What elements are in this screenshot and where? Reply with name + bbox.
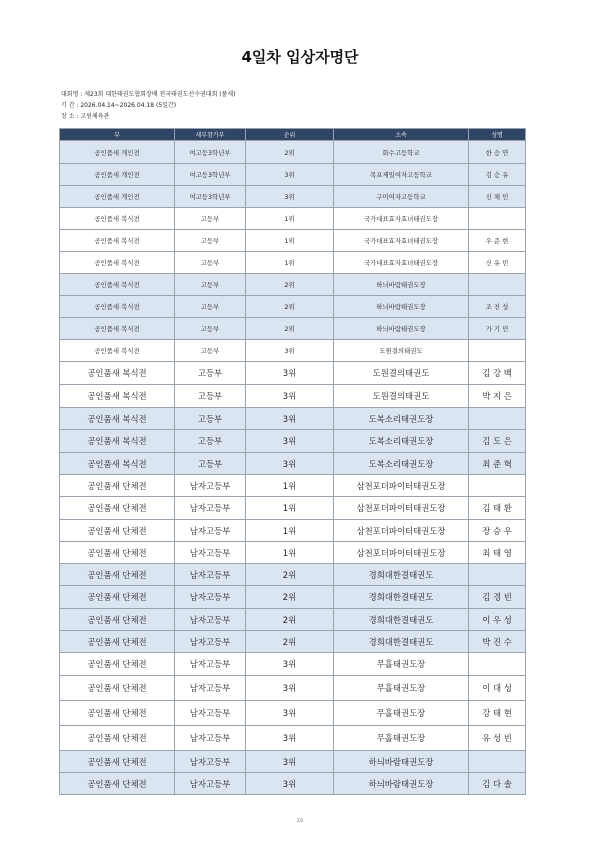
cell-rank: 2위 [246, 586, 334, 609]
cell-name: 가 기 민 [469, 318, 526, 340]
cell-division: 공인품새 복식전 [60, 318, 175, 340]
cell-name: 김 태 환 [469, 497, 526, 520]
cell-category: 남자고등부 [175, 676, 246, 701]
cell-division: 공인품새 복식전 [60, 385, 175, 408]
cell-category: 남자고등부 [175, 631, 246, 653]
cell-team: 무흘태권도장 [334, 653, 469, 676]
cell-rank: 3위 [246, 773, 334, 795]
cell-rank: 3위 [246, 340, 334, 362]
cell-team: 경희대한결태권도 [334, 631, 469, 653]
cell-rank: 3위 [246, 430, 334, 453]
cell-rank: 1위 [246, 208, 334, 230]
cell-rank: 1위 [246, 475, 334, 497]
table-row [60, 653, 526, 676]
cell-category: 고등부 [175, 252, 246, 274]
header-division: 부 [60, 129, 175, 141]
cell-rank: 1위 [246, 542, 334, 564]
cell-rank: 2위 [246, 274, 334, 296]
cell-name: 김 도 은 [469, 430, 526, 453]
cell-division: 공인품새 단체전 [60, 542, 175, 564]
cell-division: 공인품새 단체전 [60, 586, 175, 609]
cell-name: 유 성 빈 [469, 726, 526, 751]
table-row [60, 230, 526, 252]
cell-division: 공인품새 복식전 [60, 362, 175, 385]
cell-rank: 2위 [246, 564, 334, 586]
cell-rank: 3위 [246, 751, 334, 773]
page-number: 2/3 [296, 818, 304, 823]
cell-team: 국가대표효자효녀태권도장 [334, 252, 469, 274]
cell-category: 남자고등부 [175, 564, 246, 586]
table-row [60, 208, 526, 230]
table-row [60, 141, 526, 164]
table-row [60, 430, 526, 453]
table-row [60, 676, 526, 701]
cell-rank: 3위 [246, 726, 334, 751]
cell-category: 고등부 [175, 340, 246, 362]
cell-division: 공인품새 복식전 [60, 252, 175, 274]
cell-category: 남자고등부 [175, 586, 246, 609]
cell-category: 남자고등부 [175, 609, 246, 631]
cell-rank: 1위 [246, 252, 334, 274]
cell-team: 삼천포더파이터태권도장 [334, 497, 469, 520]
cell-name [469, 751, 526, 773]
cell-category: 남자고등부 [175, 497, 246, 520]
cell-name: 김 강 백 [469, 362, 526, 385]
table-row [60, 453, 526, 475]
event-venue: 장 소 : 고원체육관 [61, 113, 110, 120]
cell-rank: 2위 [246, 318, 334, 340]
cell-division: 공인품새 단체전 [60, 497, 175, 520]
cell-category: 고등부 [175, 430, 246, 453]
cell-team: 경희대한결태권도 [334, 586, 469, 609]
header-rank: 순위 [246, 129, 334, 141]
cell-category: 여고등3학년부 [175, 141, 246, 164]
cell-rank: 1위 [246, 497, 334, 520]
cell-team: 하늬바람태권도장 [334, 274, 469, 296]
table-row [60, 408, 526, 430]
cell-team: 무흘태권도장 [334, 726, 469, 751]
cell-name [469, 653, 526, 676]
table-row [60, 497, 526, 520]
cell-team: 화수고등학교 [334, 141, 469, 164]
cell-rank: 3위 [246, 653, 334, 676]
cell-team: 하늬바람태권도장 [334, 751, 469, 773]
cell-team: 도복소리태권도장 [334, 430, 469, 453]
cell-name: 박 지 은 [469, 385, 526, 408]
cell-category: 남자고등부 [175, 751, 246, 773]
cell-team: 하늬바람태권도장 [334, 296, 469, 318]
cell-name: 김 승 유 [469, 164, 526, 186]
cell-name: 최 태 영 [469, 542, 526, 564]
cell-name [469, 564, 526, 586]
cell-category: 남자고등부 [175, 542, 246, 564]
table-row [60, 340, 526, 362]
cell-rank: 3위 [246, 186, 334, 208]
table-row [60, 701, 526, 726]
cell-category: 고등부 [175, 208, 246, 230]
cell-name: 김 다 솔 [469, 773, 526, 795]
cell-name: 한 승 연 [469, 141, 526, 164]
cell-team: 목포제일여자고등학교 [334, 164, 469, 186]
cell-division: 공인품새 복식전 [60, 453, 175, 475]
cell-team: 삼천포더파이터태권도장 [334, 475, 469, 497]
results-table [59, 128, 526, 795]
cell-division: 공인품새 단체전 [60, 653, 175, 676]
cell-division: 공인품새 복식전 [60, 208, 175, 230]
cell-division: 공인품새 개인전 [60, 164, 175, 186]
cell-name: 우 준 현 [469, 230, 526, 252]
cell-team: 구미여자고등학교 [334, 186, 469, 208]
event-period: 기 간 : 2026.04.14~2026.04.18 (5일간) [61, 102, 177, 109]
table-row [60, 362, 526, 385]
cell-team: 도원결의태권도 [334, 385, 469, 408]
table-row [60, 475, 526, 497]
cell-team: 도원결의태권도 [334, 362, 469, 385]
cell-rank: 3위 [246, 164, 334, 186]
cell-name [469, 340, 526, 362]
table-row [60, 542, 526, 564]
cell-category: 남자고등부 [175, 773, 246, 795]
cell-name: 박 진 수 [469, 631, 526, 653]
cell-category: 고등부 [175, 296, 246, 318]
cell-division: 공인품새 개인전 [60, 141, 175, 164]
cell-name [469, 208, 526, 230]
cell-rank: 3위 [246, 362, 334, 385]
cell-name: 신 유 빈 [469, 252, 526, 274]
table-row [60, 564, 526, 586]
cell-category: 남자고등부 [175, 701, 246, 726]
cell-category: 고등부 [175, 230, 246, 252]
table-row [60, 726, 526, 751]
cell-division: 공인품새 복식전 [60, 340, 175, 362]
cell-team: 도복소리태권도장 [334, 408, 469, 430]
cell-rank: 2위 [246, 609, 334, 631]
cell-division: 공인품새 단체전 [60, 726, 175, 751]
table-row [60, 586, 526, 609]
cell-rank: 1위 [246, 520, 334, 542]
cell-name: 최 준 혁 [469, 453, 526, 475]
cell-category: 남자고등부 [175, 475, 246, 497]
cell-division: 공인품새 복식전 [60, 408, 175, 430]
cell-division: 공인품새 개인전 [60, 186, 175, 208]
cell-team: 도복소리태권도장 [334, 453, 469, 475]
cell-division: 공인품새 단체전 [60, 701, 175, 726]
cell-rank: 3위 [246, 676, 334, 701]
cell-division: 공인품새 단체전 [60, 520, 175, 542]
cell-rank: 3위 [246, 701, 334, 726]
cell-team: 경희대한결태권도 [334, 564, 469, 586]
header-category: 세부참가부 [175, 129, 246, 141]
cell-category: 고등부 [175, 408, 246, 430]
cell-category: 여고등3학년부 [175, 164, 246, 186]
cell-rank: 2위 [246, 141, 334, 164]
cell-rank: 2위 [246, 631, 334, 653]
header-team: 소속 [334, 129, 469, 141]
cell-category: 남자고등부 [175, 653, 246, 676]
cell-name: 조 진 성 [469, 296, 526, 318]
cell-name: 신 채 민 [469, 186, 526, 208]
cell-category: 고등부 [175, 362, 246, 385]
cell-division: 공인품새 단체전 [60, 751, 175, 773]
table-row [60, 609, 526, 631]
cell-division: 공인품새 단체전 [60, 475, 175, 497]
cell-team: 하늬바람태권도장 [334, 773, 469, 795]
cell-team: 삼천포더파이터태권도장 [334, 520, 469, 542]
cell-name [469, 475, 526, 497]
cell-category: 고등부 [175, 385, 246, 408]
page-title: 4일차 입상자명단 [241, 48, 359, 66]
table-header-row [60, 129, 526, 141]
cell-division: 공인품새 복식전 [60, 274, 175, 296]
table-row [60, 164, 526, 186]
cell-division: 공인품새 단체전 [60, 564, 175, 586]
cell-category: 여고등3학년부 [175, 186, 246, 208]
cell-rank: 1위 [246, 230, 334, 252]
cell-name: 장 승 우 [469, 520, 526, 542]
table-row [60, 274, 526, 296]
table-row [60, 751, 526, 773]
cell-team: 무흘태권도장 [334, 676, 469, 701]
cell-division: 공인품새 단체전 [60, 676, 175, 701]
cell-name: 김 경 빈 [469, 586, 526, 609]
table-row [60, 631, 526, 653]
table-row [60, 296, 526, 318]
cell-name: 강 태 현 [469, 701, 526, 726]
cell-category: 고등부 [175, 274, 246, 296]
cell-division: 공인품새 단체전 [60, 631, 175, 653]
cell-category: 고등부 [175, 318, 246, 340]
cell-team: 국가대표효자효녀태권도장 [334, 208, 469, 230]
header-name: 성명 [469, 129, 526, 141]
cell-division: 공인품새 복식전 [60, 296, 175, 318]
table-row [60, 520, 526, 542]
cell-rank: 3위 [246, 408, 334, 430]
cell-team: 경희대한결태권도 [334, 609, 469, 631]
cell-rank: 3위 [246, 453, 334, 475]
event-name: 대회명 : 제23회 대한태권도협회장배 전국태권도선수권대회 (품새) [61, 91, 236, 98]
cell-team: 무흘태권도장 [334, 701, 469, 726]
cell-division: 공인품새 복식전 [60, 430, 175, 453]
table-row [60, 773, 526, 795]
cell-rank: 3위 [246, 385, 334, 408]
cell-team: 도원결의태권도 [334, 340, 469, 362]
cell-name: 이 우 성 [469, 609, 526, 631]
cell-category: 남자고등부 [175, 520, 246, 542]
cell-rank: 2위 [246, 296, 334, 318]
table-row [60, 252, 526, 274]
cell-category: 남자고등부 [175, 726, 246, 751]
cell-team: 하늬바람태권도장 [334, 318, 469, 340]
cell-team: 국가대표효자효녀태권도장 [334, 230, 469, 252]
cell-name [469, 274, 526, 296]
cell-name: 이 대 성 [469, 676, 526, 701]
cell-division: 공인품새 단체전 [60, 609, 175, 631]
table-row [60, 385, 526, 408]
table-row [60, 186, 526, 208]
cell-category: 고등부 [175, 453, 246, 475]
cell-team: 삼천포더파이터태권도장 [334, 542, 469, 564]
table-row [60, 318, 526, 340]
cell-division: 공인품새 단체전 [60, 773, 175, 795]
cell-name [469, 408, 526, 430]
cell-division: 공인품새 복식전 [60, 230, 175, 252]
